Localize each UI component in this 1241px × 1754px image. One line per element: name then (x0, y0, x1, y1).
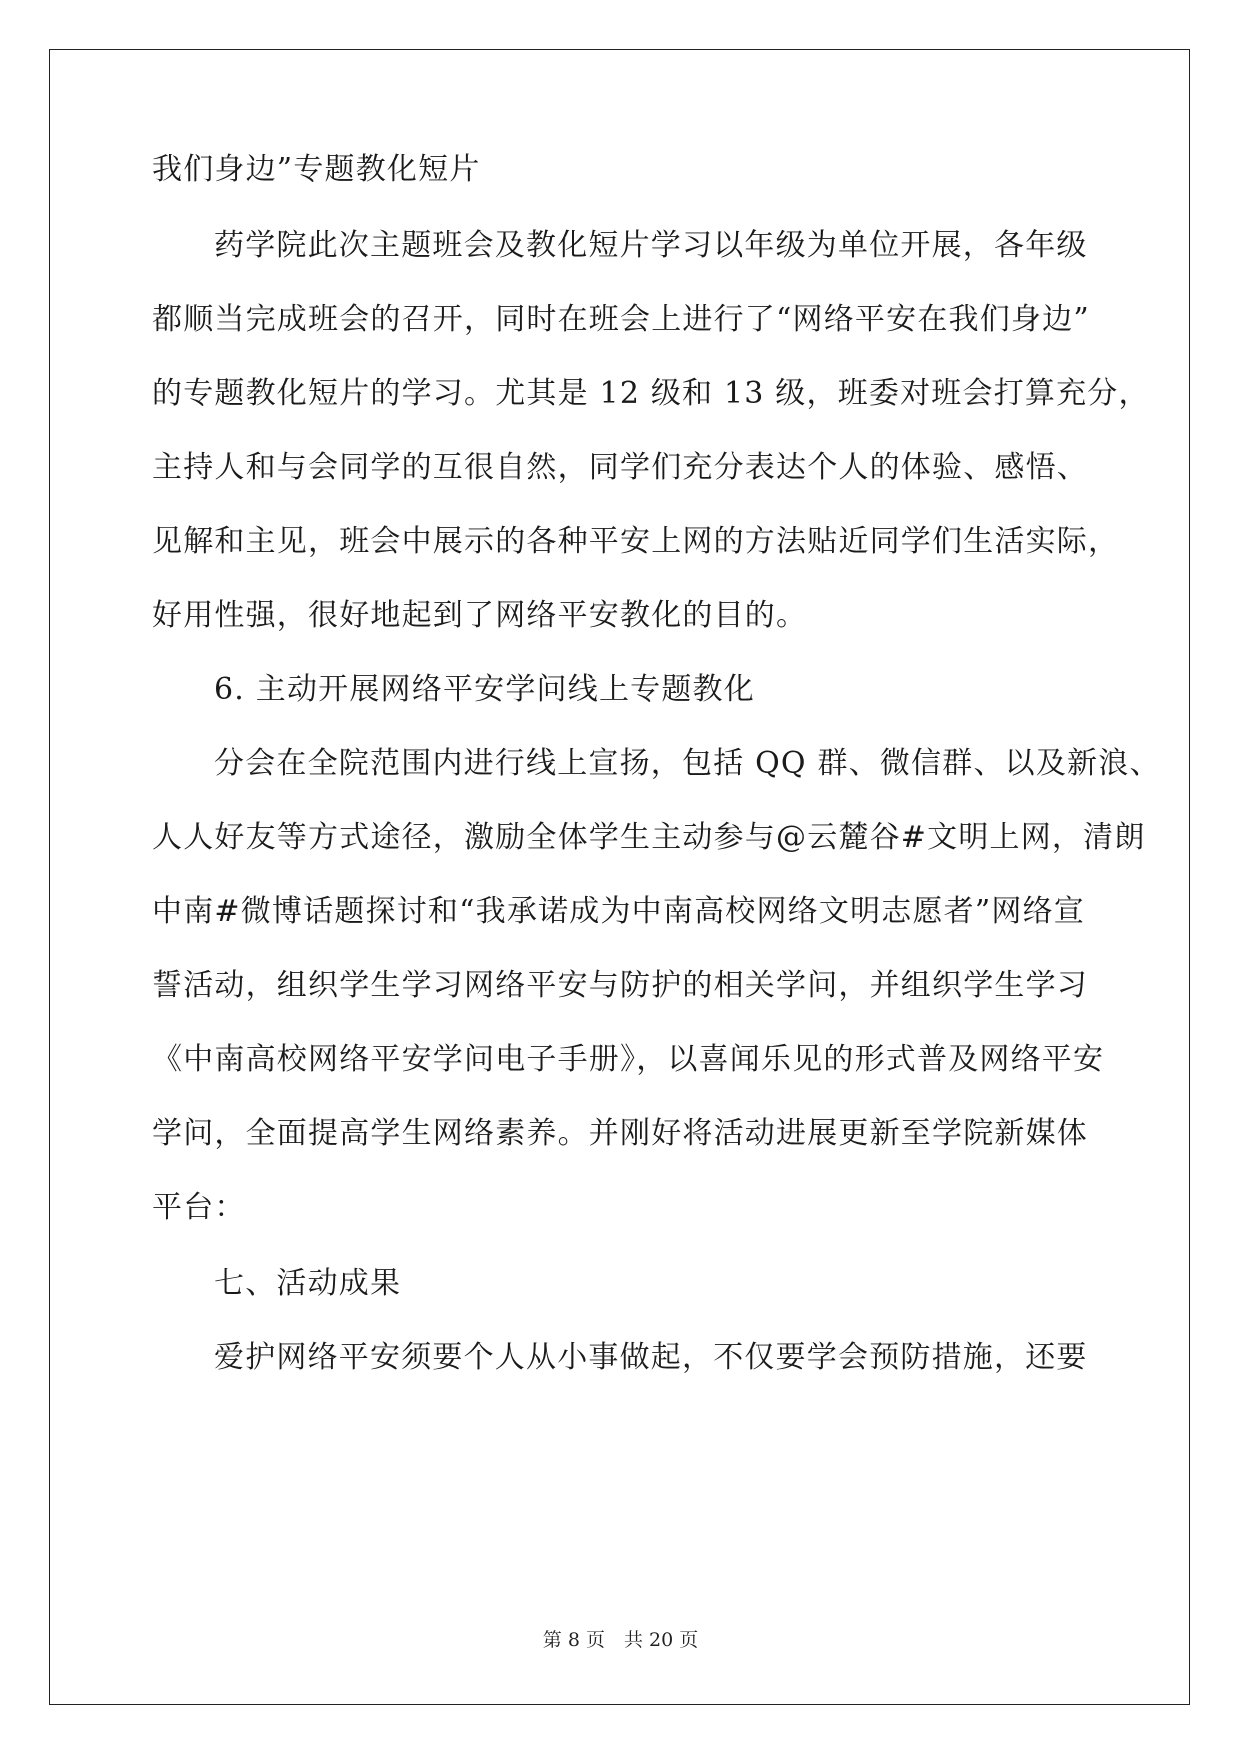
text-line: 我们身边”专题教化短片 (152, 152, 481, 187)
text-line: 《中南高校网络平安学问电子手册》，以喜闻乐见的形式普及网络平安 (152, 1042, 1105, 1077)
section-heading: 6. 主动开展网络平安学问线上专题教化 (214, 672, 755, 707)
text-line: 誓活动，组织学生学习网络平安与防护的相关学问，并组织学生学习 (152, 968, 1088, 1003)
section-heading: 七、活动成果 (214, 1266, 402, 1301)
text-line: 都顺当完成班会的召开，同时在班会上进行了“网络平安在我们身边” (152, 302, 1090, 337)
text-line: 人人好友等方式途径，激励全体学生主动参与@云麓谷#文明上网，清朗 (152, 820, 1146, 855)
text-line: 学问，全面提高学生网络素养。并刚好将活动进展更新至学院新媒体 (152, 1116, 1088, 1151)
page-number-footer: 第 8 页 共 20 页 (542, 1629, 699, 1651)
text-line: 好用性强，很好地起到了网络平安教化的目的。 (152, 598, 808, 633)
page-border (49, 49, 1190, 1705)
paragraph-start: 爱护网络平安须要个人从小事做起，不仅要学会预防措施，还要 (214, 1340, 1088, 1375)
text-line: 中南#微博话题探讨和“我承诺成为中南高校网络文明志愿者”网络宣 (152, 894, 1086, 929)
text-line: 见解和主见，班会中展示的各种平安上网的方法贴近同学们生活实际， (152, 524, 1120, 559)
text-line: 主持人和与会同学的互很自然，同学们充分表达个人的体验、感悟、 (152, 450, 1088, 485)
text-line: 的专题教化短片的学习。尤其是 12 级和 13 级，班委对班会打算充分， (152, 376, 1150, 411)
text-line: 平台： (152, 1190, 246, 1225)
paragraph-start: 分会在全院范围内进行线上宣扬，包括 QQ 群、微信群、以及新浪、 (214, 746, 1161, 781)
paragraph-start: 药学院此次主题班会及教化短片学习以年级为单位开展，各年级 (214, 228, 1088, 263)
